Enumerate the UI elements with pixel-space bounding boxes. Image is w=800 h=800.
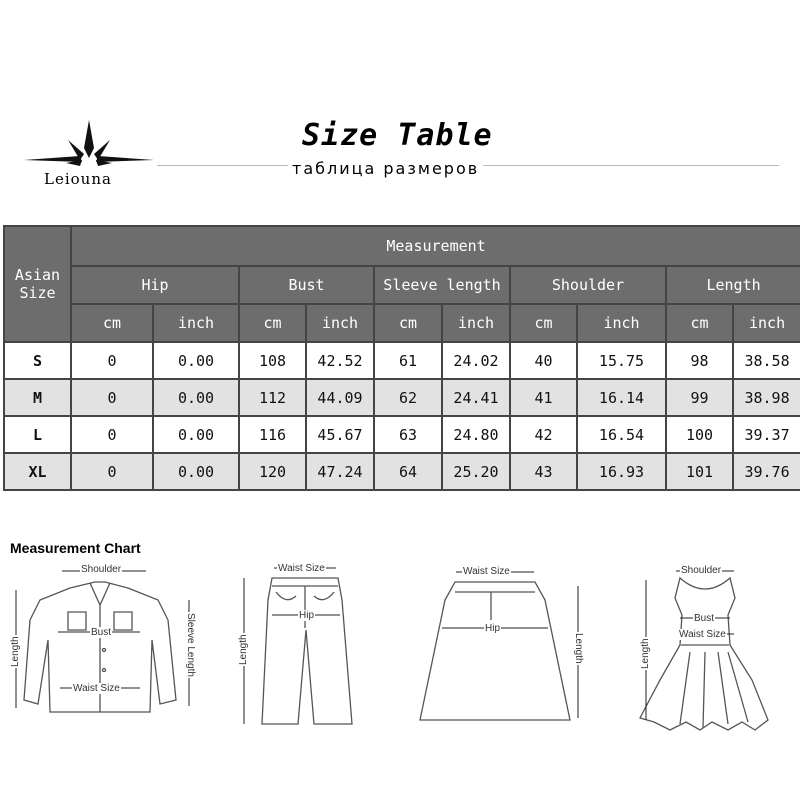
- size-cell: XL: [4, 453, 71, 490]
- table-row: [4, 416, 800, 453]
- table-cell: 0.00: [153, 453, 239, 490]
- unit-header: cm: [239, 304, 306, 342]
- table-cell: 15.75: [577, 342, 666, 379]
- unit-header: inch: [153, 304, 239, 342]
- skirt-waist-label: Waist Size: [463, 566, 510, 577]
- table-cell: 0.00: [153, 379, 239, 416]
- table-cell: 42: [510, 416, 577, 453]
- table-cell: 24.80: [442, 416, 510, 453]
- pants-illustration: [262, 578, 352, 724]
- unit-header: cm: [510, 304, 577, 342]
- table-cell: 44.09: [306, 379, 374, 416]
- table-cell: 40: [510, 342, 577, 379]
- table-cell: 63: [374, 416, 442, 453]
- table-cell: 101: [666, 453, 733, 490]
- size-cell: S: [4, 342, 71, 379]
- pants-length-label: Length: [238, 634, 249, 665]
- table-cell: 108: [239, 342, 306, 379]
- page-subtitle: таблица размеров: [288, 159, 483, 178]
- column-header-shoulder: Shoulder: [510, 266, 666, 304]
- table-cell: 24.02: [442, 342, 510, 379]
- shirt-waist-label: Waist Size: [73, 683, 120, 694]
- logo-star-icon: [24, 118, 154, 173]
- table-cell: 16.93: [577, 453, 666, 490]
- table-cell: 62: [374, 379, 442, 416]
- measurement-header: Measurement: [71, 226, 800, 266]
- table-cell: 0: [71, 416, 153, 453]
- table-cell: 38.98: [733, 379, 800, 416]
- shirt-sleeve-length-label: Sleeve Length: [185, 613, 196, 677]
- table-cell: 16.54: [577, 416, 666, 453]
- pants-hip-label: Hip: [299, 610, 315, 621]
- unit-header: cm: [374, 304, 442, 342]
- dress-length-label: Length: [640, 638, 651, 669]
- table-cell: 100: [666, 416, 733, 453]
- table-cell: 39.76: [733, 453, 800, 490]
- shirt-bust-label: Bust: [91, 627, 112, 638]
- table-cell: 38.58: [733, 342, 800, 379]
- table-cell: 98: [666, 342, 733, 379]
- table-cell: 39.37: [733, 416, 800, 453]
- shirt-length-label: Length: [10, 636, 21, 667]
- table-cell: 41: [510, 379, 577, 416]
- size-column-header: Asian Size: [4, 226, 71, 342]
- table-row: [4, 379, 800, 416]
- dress-shoulder-label: Shoulder: [681, 565, 722, 576]
- shirt-shoulder-label: Shoulder: [81, 564, 122, 575]
- unit-header: inch: [442, 304, 510, 342]
- unit-header: inch: [733, 304, 800, 342]
- table-cell: 61: [374, 342, 442, 379]
- table-cell: 0.00: [153, 342, 239, 379]
- table-row: [4, 342, 800, 379]
- table-cell: 0.00: [153, 416, 239, 453]
- pants-waist-label: Waist Size: [278, 563, 325, 574]
- size-cell: L: [4, 416, 71, 453]
- unit-header: cm: [71, 304, 153, 342]
- column-header-sleeve-length: Sleeve length: [374, 266, 510, 304]
- table-row: [4, 453, 800, 490]
- table-cell: 16.14: [577, 379, 666, 416]
- column-header-length: Length: [666, 266, 800, 304]
- table-cell: 64: [374, 453, 442, 490]
- unit-header: inch: [577, 304, 666, 342]
- table-cell: 99: [666, 379, 733, 416]
- column-header-hip: Hip: [71, 266, 239, 304]
- size-cell: M: [4, 379, 71, 416]
- dress-illustration: [640, 578, 768, 730]
- table-cell: 0: [71, 379, 153, 416]
- table-cell: 25.20: [442, 453, 510, 490]
- table-cell: 47.24: [306, 453, 374, 490]
- table-cell: 0: [71, 342, 153, 379]
- table-cell: 120: [239, 453, 306, 490]
- table-cell: 112: [239, 379, 306, 416]
- table-cell: 24.41: [442, 379, 510, 416]
- skirt-hip-label: Hip: [485, 623, 501, 634]
- skirt-length-label: Length: [573, 633, 584, 664]
- table-cell: 116: [239, 416, 306, 453]
- table-cell: 0: [71, 453, 153, 490]
- table-cell: 43: [510, 453, 577, 490]
- brand-name: Leiouna: [44, 170, 112, 188]
- unit-header: cm: [666, 304, 733, 342]
- size-table: [3, 225, 800, 491]
- unit-header: inch: [306, 304, 374, 342]
- dress-waist-label: Waist Size: [679, 629, 726, 640]
- table-cell: 42.52: [306, 342, 374, 379]
- column-header-bust: Bust: [239, 266, 374, 304]
- table-cell: 45.67: [306, 416, 374, 453]
- dress-bust-label: Bust: [694, 613, 715, 624]
- measurement-chart-title: Measurement Chart: [10, 540, 141, 556]
- skirt-illustration: [420, 582, 570, 720]
- page-title: Size Table: [302, 118, 493, 153]
